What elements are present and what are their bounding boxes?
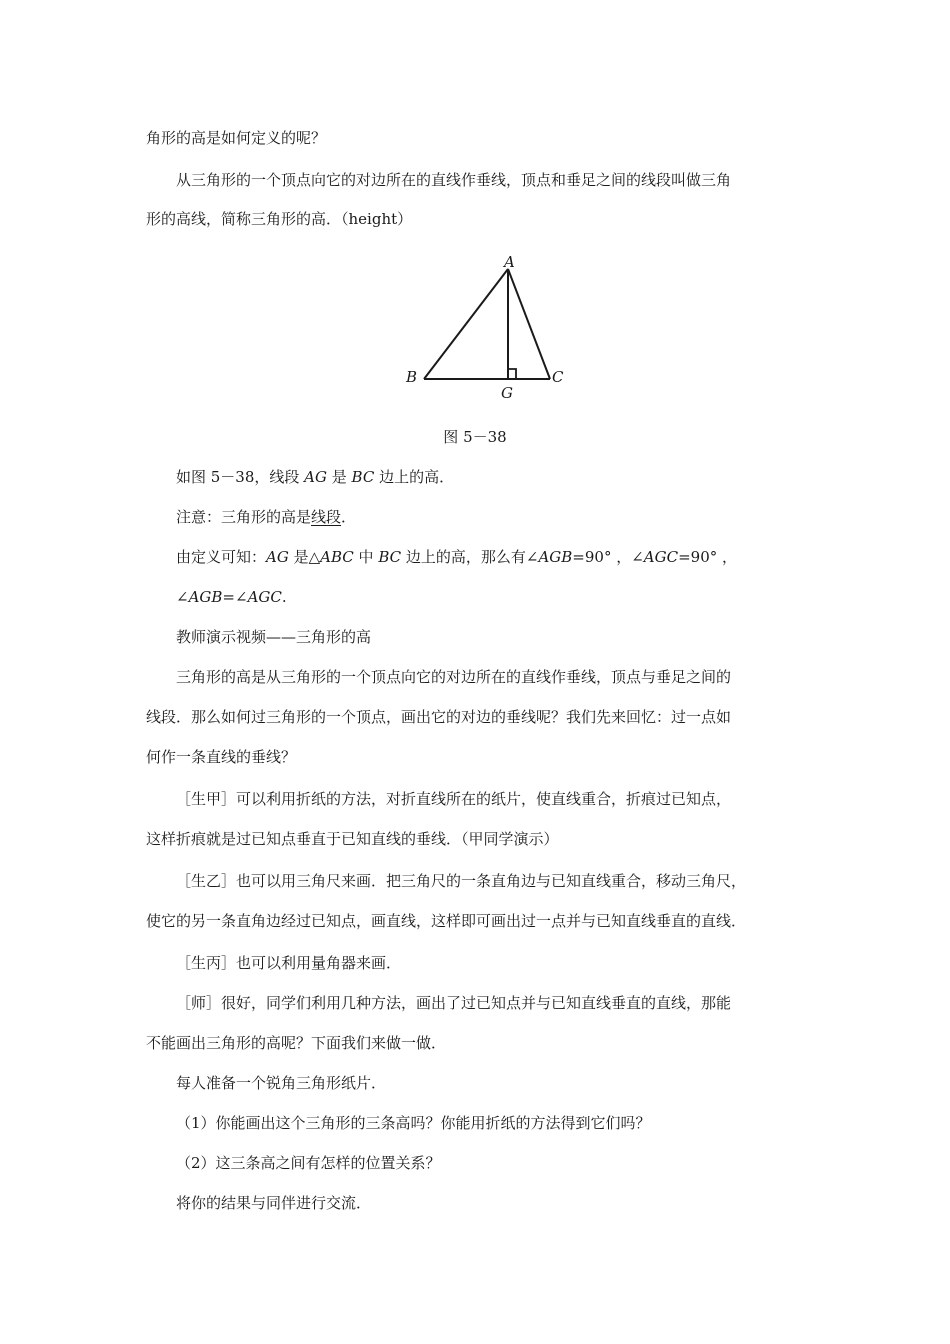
text-span: ． — [341, 508, 357, 526]
text-span: 注意：三角形的高是 — [176, 508, 312, 526]
vertex-label-b: B — [406, 368, 418, 386]
paragraph-line — [176, 507, 356, 527]
paragraph-line: 三角形的高是从三角形的一个顶点向它的对边所在的直线作垂线，顶点与垂足之间的 — [176, 668, 732, 686]
paragraph-line: ［生甲］可以利用折纸的方法，对折直线所在的纸片，使直线重合，折痕过已知点， — [176, 790, 732, 808]
figure-caption: 图 5－38 — [443, 428, 507, 446]
paragraph-line: （2）这三条高之间有怎样的位置关系？ — [176, 1154, 441, 1172]
paragraph-line: 不能画出三角形的高呢？下面我们来做一做． — [146, 1034, 447, 1052]
paragraph-line: 角形的高是如何定义的呢？ — [146, 129, 327, 147]
text-span: 中 — [353, 548, 379, 566]
math-var: AG — [304, 468, 327, 486]
right-angle-mark — [508, 369, 516, 379]
vertex-label-a: A — [504, 253, 515, 271]
text-span: =∠ — [222, 588, 248, 606]
math-var: AGC — [247, 588, 282, 606]
side-ac — [508, 269, 550, 379]
paragraph-line: ［生丙］也可以利用量角器来画． — [176, 954, 402, 972]
paragraph-line: 这样折痕就是过已知点垂直于已知直线的垂线．（甲同学演示） — [146, 830, 559, 848]
text-span: =90° ， — [678, 548, 738, 566]
paragraph-line: 使它的另一条直角边经过已知点，画直线，这样即可画出过一点并与已知直线垂直的直线． — [146, 912, 747, 930]
text-span: 如图 5－38，线段 — [176, 468, 305, 486]
paragraph-line: 将你的结果与同伴进行交流． — [176, 1194, 372, 1212]
text-span: . — [281, 588, 287, 606]
text-span: 由定义可知： — [176, 548, 267, 566]
math-var: AGC — [643, 548, 679, 566]
math-var: BC — [351, 468, 375, 486]
paragraph-line: 教师演示视频——三角形的高 — [176, 628, 372, 646]
text-span: 边上的高． — [374, 468, 455, 486]
paragraph-line: 何作一条直线的垂线？ — [146, 748, 297, 766]
math-var: BC — [378, 548, 402, 566]
underlined-term: 线段 — [311, 508, 342, 526]
triangle-figure — [400, 242, 580, 402]
text-span: 边上的高，那么有∠ — [401, 548, 539, 566]
paragraph-line — [176, 587, 287, 607]
text-span: ∠ — [176, 588, 189, 606]
foot-label-g: G — [501, 384, 513, 402]
paragraph-line — [176, 467, 454, 487]
paragraph-line: ［师］很好，同学们利用几种方法，画出了过已知点并与已知直线垂直的直线，那能 — [176, 994, 732, 1012]
text-span: 是△ — [288, 548, 321, 566]
math-var: AG — [266, 548, 289, 566]
math-var: ABC — [320, 548, 354, 566]
text-span: 是 — [327, 468, 352, 486]
paragraph-line — [176, 547, 737, 567]
paragraph-line: 每人准备一个锐角三角形纸片． — [176, 1074, 387, 1092]
math-var: AGB — [538, 548, 573, 566]
paragraph-line: 形的高线，简称三角形的高．（height） — [146, 210, 413, 228]
vertex-label-c: C — [552, 368, 564, 386]
paragraph-line: ［生乙］也可以用三角尺来画．把三角尺的一条直角边与已知直线重合，移动三角尺， — [176, 872, 747, 890]
paragraph-line: 线段．那么如何过三角形的一个顶点，画出它的对边的垂线呢？我们先来回忆：过一点如 — [146, 708, 732, 726]
math-var: AGB — [188, 588, 223, 606]
text-span: =90° ，∠ — [572, 548, 644, 566]
paragraph-line: 从三角形的一个顶点向它的对边所在的直线作垂线，顶点和垂足之间的线段叫做三角 — [176, 171, 732, 189]
side-ab — [424, 269, 508, 379]
paragraph-line: （1）你能画出这个三角形的三条高吗？你能用折纸的方法得到它们吗？ — [176, 1114, 651, 1132]
